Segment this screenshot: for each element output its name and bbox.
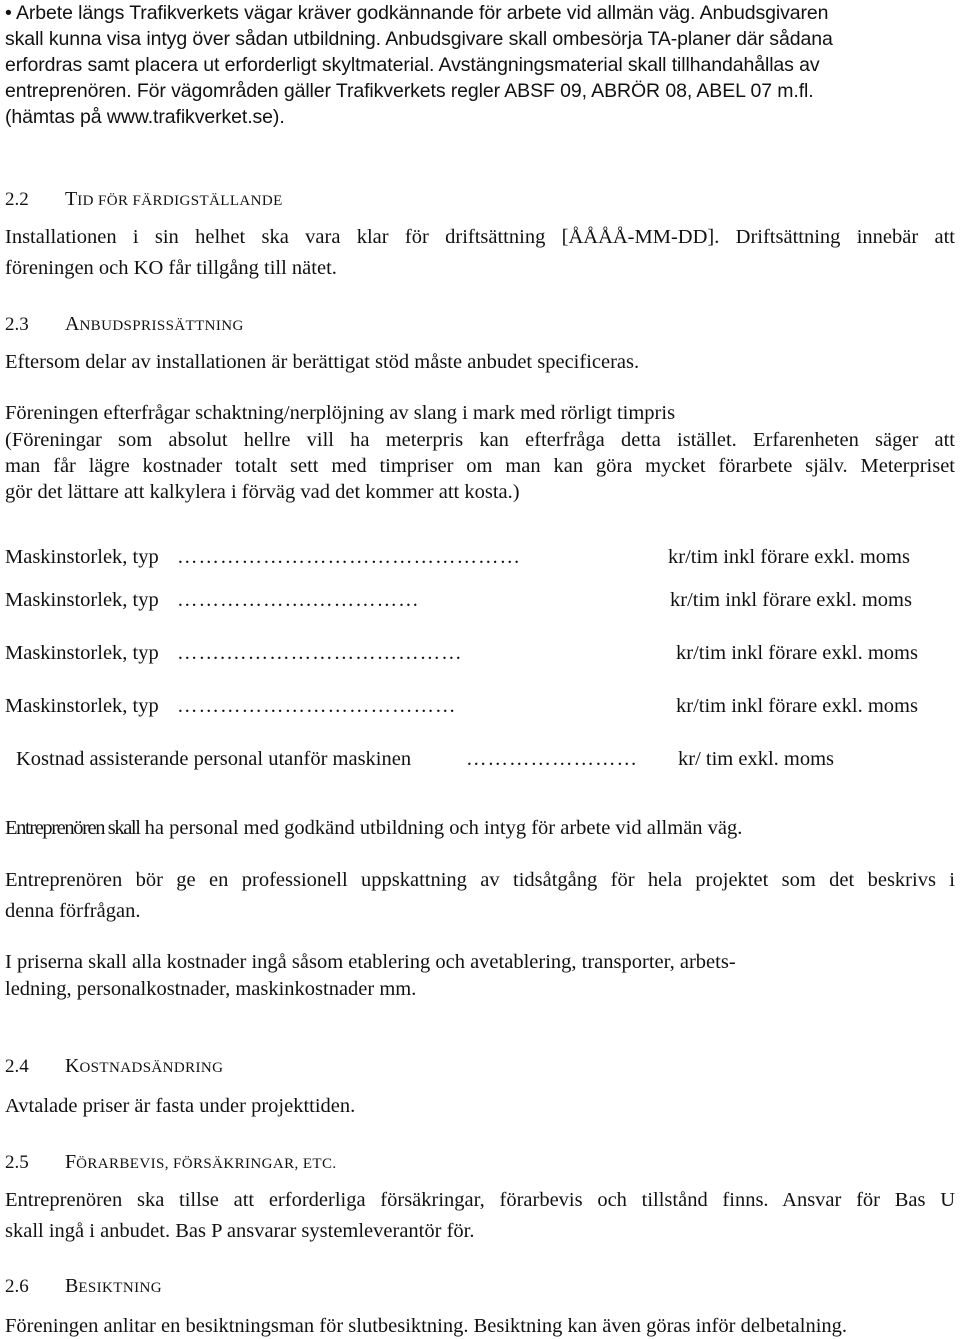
section-number: 2.5 [5,1152,29,1173]
price-row-dots: ………………………………… [177,695,457,717]
price-row-2 [5,587,941,613]
section-heading-2-5 [5,1150,337,1176]
section-number: 2.4 [5,1056,29,1077]
price-row-dots: ………………………………………… [177,546,521,568]
price-row-label: Maskinstorlek, typ [5,642,159,664]
section-title-initial: F [65,1151,77,1173]
intro-line: entreprenören. För vägområden gäller Trafikverkets regler ABSF 09, ABRÖR 08, ABEL 07 m.fl. [5,80,814,102]
section-number: 2.2 [5,189,29,210]
price-row-unit: kr/tim inkl förare exkl. moms [676,695,918,717]
price-row-label: Maskinstorlek, typ [5,546,159,568]
s25-line: Entreprenören ska tillse att erforderliga försäkringar, förarbevis och tillstånd finns. Ansvar för Bas U [5,1189,955,1211]
price-row-dots: ……………….…………… [177,589,420,611]
section-title-rest: OSTNADSÄNDRING [79,1060,224,1076]
section-heading-2-3 [5,312,244,338]
intro-line: erfordras samt placera ut erforderligt skyltmaterial. Avstängningsmaterial skall tillhandahållas av [5,54,820,76]
intro-line: (hämtas på www.trafikverket.se). [5,106,285,128]
assist-cost-label: Kostnad assisterande personal utanför maskinen [16,748,412,770]
s22-line: Installationen i sin helhet ska vara klar för driftsättning [ÅÅÅÅ-MM-DD]. Driftsättning innebär att [5,226,955,248]
price-row-3 [5,640,941,666]
s26-text: Föreningen anlitar en besiktningsman för slutbesiktning. Besiktning kan även göras inför delbetalning. [5,1315,848,1337]
s23-paragraph-1: Eftersom delar av installationen är berättigat stöd måste anbudet specificeras. [5,351,640,373]
closing-p1-condensed: Entreprenören skall [5,817,140,839]
price-row-label: Maskinstorlek, typ [5,695,159,717]
section-title-rest: ID FÖR FÄRDIGSTÄLLANDE [77,193,283,209]
price-row-label: Maskinstorlek, typ [5,589,159,611]
s23-p2-line: Föreningen efterfrågar schaktning/nerplöjning av slang i mark med rörligt timpris [5,402,676,424]
s23-p2-line: (Föreningar som absolut hellre vill ha meterpris kan efterfråga detta istället. Erfarenheten säger att [5,429,955,451]
assist-cost-unit: kr/ tim exkl. moms [678,748,835,770]
section-title-initial: A [65,313,80,335]
intro-line: • Arbete längs Trafikverkets vägar kräver godkännande för arbete vid allmän väg. Anbudsgivaren [5,2,829,24]
closing-p2-line: Entreprenören bör ge en professionell uppskattning av tidsåtgång för hela projektet som det beskrivs i [5,869,955,891]
section-title-rest: NBUDSPRISSÄTTNING [79,318,244,334]
closing-p3-line: I priserna skall alla kostnader ingå såsom etablering och avetablering, transporter, arbets- [5,951,736,973]
closing-paragraph-1 [5,815,742,841]
price-row-1 [5,544,941,570]
closing-p2-line: denna förfrågan. [5,900,141,922]
section-title-initial: T [65,188,78,210]
s22-line: föreningen och KO får tillgång till nätet. [5,257,337,279]
price-row-4 [5,693,941,719]
s23-p2-line: man får lägre kostnader totalt sett med timpriser om man kan göra mycket förarbete själv. Meterpriset [5,455,955,477]
s24-text: Avtalade priser är fasta under projekttiden. [5,1095,356,1117]
section-title-initial: K [65,1055,80,1077]
price-row-unit: kr/tim inkl förare exkl. moms [676,642,918,664]
price-row-unit: kr/tim inkl förare exkl. moms [670,589,912,611]
s23-p2-line: gör det lättare att kalkylera i förväg vad det kommer att kosta.) [5,481,520,503]
price-row-dots: …….…………………………… [177,642,463,664]
section-title-rest: ÖRARBEVIS, FÖRSÄKRINGAR, ETC. [76,1156,337,1172]
section-title-rest: ESIKTNING [78,1280,162,1296]
closing-p1-rest: ha personal med godkänd utbildning och intyg för arbete vid allmän väg. [139,817,743,839]
price-row-unit: kr/tim inkl förare exkl. moms [668,546,910,568]
section-heading-2-2 [5,187,283,213]
section-heading-2-6 [5,1274,162,1300]
section-number: 2.6 [5,1276,29,1297]
assist-cost-dots: …………………… [466,748,638,770]
intro-line: skall kunna visa intyg över sådan utbildning. Anbudsgivare skall ombesörja TA-planer där sådana [5,28,833,50]
section-title-initial: B [65,1275,79,1297]
closing-p3-line: ledning, personalkostnader, maskinkostnader mm. [5,978,417,1000]
section-heading-2-4 [5,1054,223,1080]
assist-cost-row [16,746,952,772]
s25-line: skall ingå i anbudet. Bas P ansvarar systemleverantör för. [5,1220,475,1242]
section-number: 2.3 [5,314,29,335]
